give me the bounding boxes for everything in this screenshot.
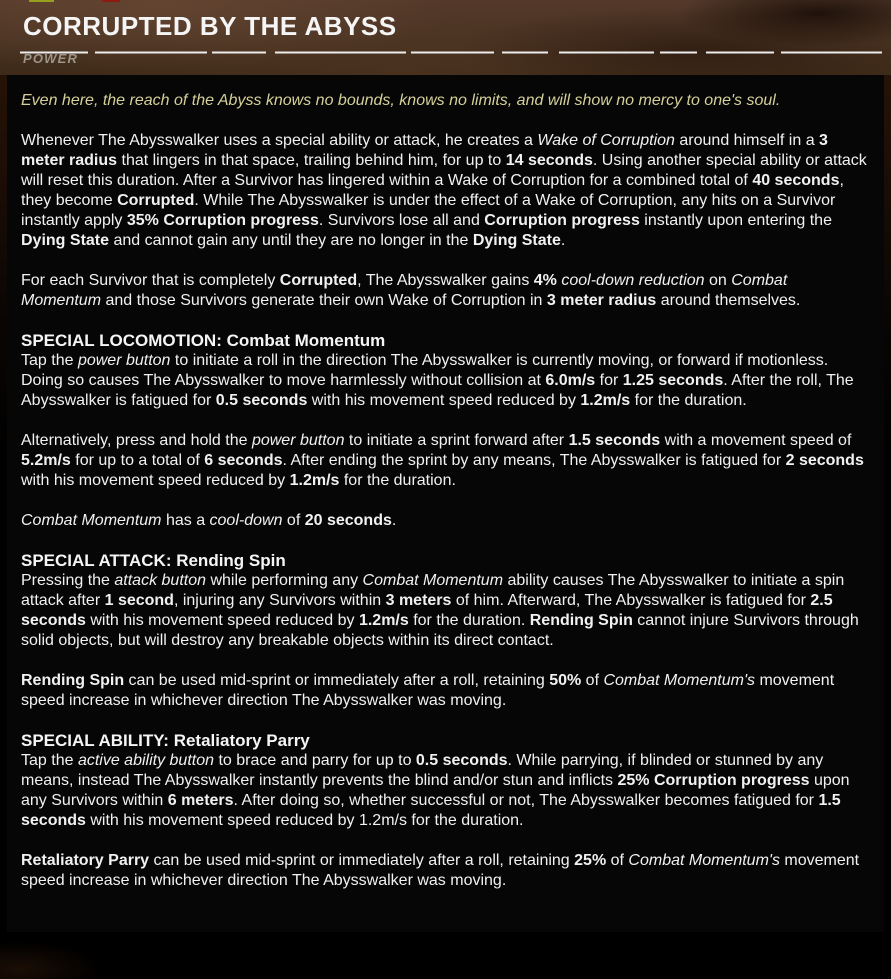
power-header bbox=[0, 0, 891, 75]
power-description-panel bbox=[7, 75, 884, 932]
power-section-heading: SPECIAL LOCOMOTION: Combat Momentum bbox=[21, 331, 386, 350]
power-category-label: POWER bbox=[23, 51, 79, 66]
power-paragraph: For each Survivor that is completely Corrupted, The Abysswalker gains 4% cool-down reduction on Combat Momentum and those Survivors generate their own Wake of Corruption in 3 meter radius around themselves. bbox=[21, 272, 801, 309]
power-title: CORRUPTED BY THE ABYSS bbox=[23, 11, 397, 41]
cropped-fragment-green bbox=[29, 0, 54, 2]
power-section-heading: SPECIAL ABILITY: Retaliatory Parry bbox=[21, 731, 310, 750]
power-paragraph: Whenever The Abysswalker uses a special ability or attack, he creates a Wake of Corruption around himself in a 3 meter radius that lingers in that space, trailing behind him, for up to 14 seconds. Using another special ability or attack will reset this duration. After a Survivor has lingered within a Wake of Corruption for a combined total of 40 seconds, they become Corrupted. While The Abysswalker is under the effect of a Wake of Corruption, any hits on a Survivor instantly apply 35% Corruption progress. Survivors lose all and Corruption progress instantly upon entering the Dying State and cannot gain any until they are no longer in the Dying State. bbox=[21, 132, 867, 249]
cropped-fragment-red bbox=[102, 0, 120, 2]
power-paragraph: Alternatively, press and hold the power button to initiate a sprint forward after 1.5 seconds with a movement speed of 5.2m/s for up to a total of 6 seconds. After ending the sprint by any means, The Abysswalker is fatigued for 2 seconds with his movement speed reduced by 1.2m/s for the duration. bbox=[21, 432, 864, 489]
power-paragraph: Tap the active ability button to brace and parry for up to 0.5 seconds. While parrying, if blinded or stunned by any means, instead The Abysswalker instantly prevents the blind and/or stun and inflicts 25% Corruption progress upon any Survivors within 6 meters. After doing so, whether successful or not, The Abysswalker becomes fatigued for 1.5 seconds with his movement speed reduced by 1.2m/s for the duration. bbox=[21, 752, 850, 829]
distressed-divider-line bbox=[20, 41, 882, 44]
flavor-text: Even here, the reach of the Abyss knows no bounds, knows no limits, and will show no mercy to one's soul. bbox=[21, 92, 781, 109]
power-paragraph: Retaliatory Parry can be used mid-sprint or immediately after a roll, retaining 25% of Combat Momentum's movement speed increase in whichever direction The Abysswalker was moving. bbox=[21, 852, 860, 889]
power-blocks bbox=[21, 131, 870, 891]
power-paragraph: Pressing the attack button while performing any Combat Momentum ability causes The Abysswalker to initiate a spin attack after 1 second, injuring any Survivors within 3 meters of him. Afterward, The Abysswalker is fatigued for 2.5 seconds with his movement speed reduced by 1.2m/s for the duration. Rending Spin cannot injure Survivors through solid objects, but will destroy any breakable objects within its direct contact. bbox=[21, 572, 859, 649]
power-paragraph: Rending Spin can be used mid-sprint or immediately after a roll, retaining 50% of Combat Momentum's movement speed increase in whichever direction The Abysswalker was moving. bbox=[21, 672, 835, 709]
power-paragraph: Tap the power button to initiate a roll in the direction The Abysswalker is currently moving, or forward if motionless. Doing so causes The Abysswalker to move harmlessly without collision at 6.0m/s for 1.25 seconds. After the roll, The Abysswalker is fatigued for 0.5 seconds with his movement speed reduced by 1.2m/s for the duration. bbox=[21, 352, 854, 409]
power-paragraph: Combat Momentum has a cool-down of 20 seconds. bbox=[21, 512, 397, 529]
power-section-heading: SPECIAL ATTACK: Rending Spin bbox=[21, 551, 286, 570]
